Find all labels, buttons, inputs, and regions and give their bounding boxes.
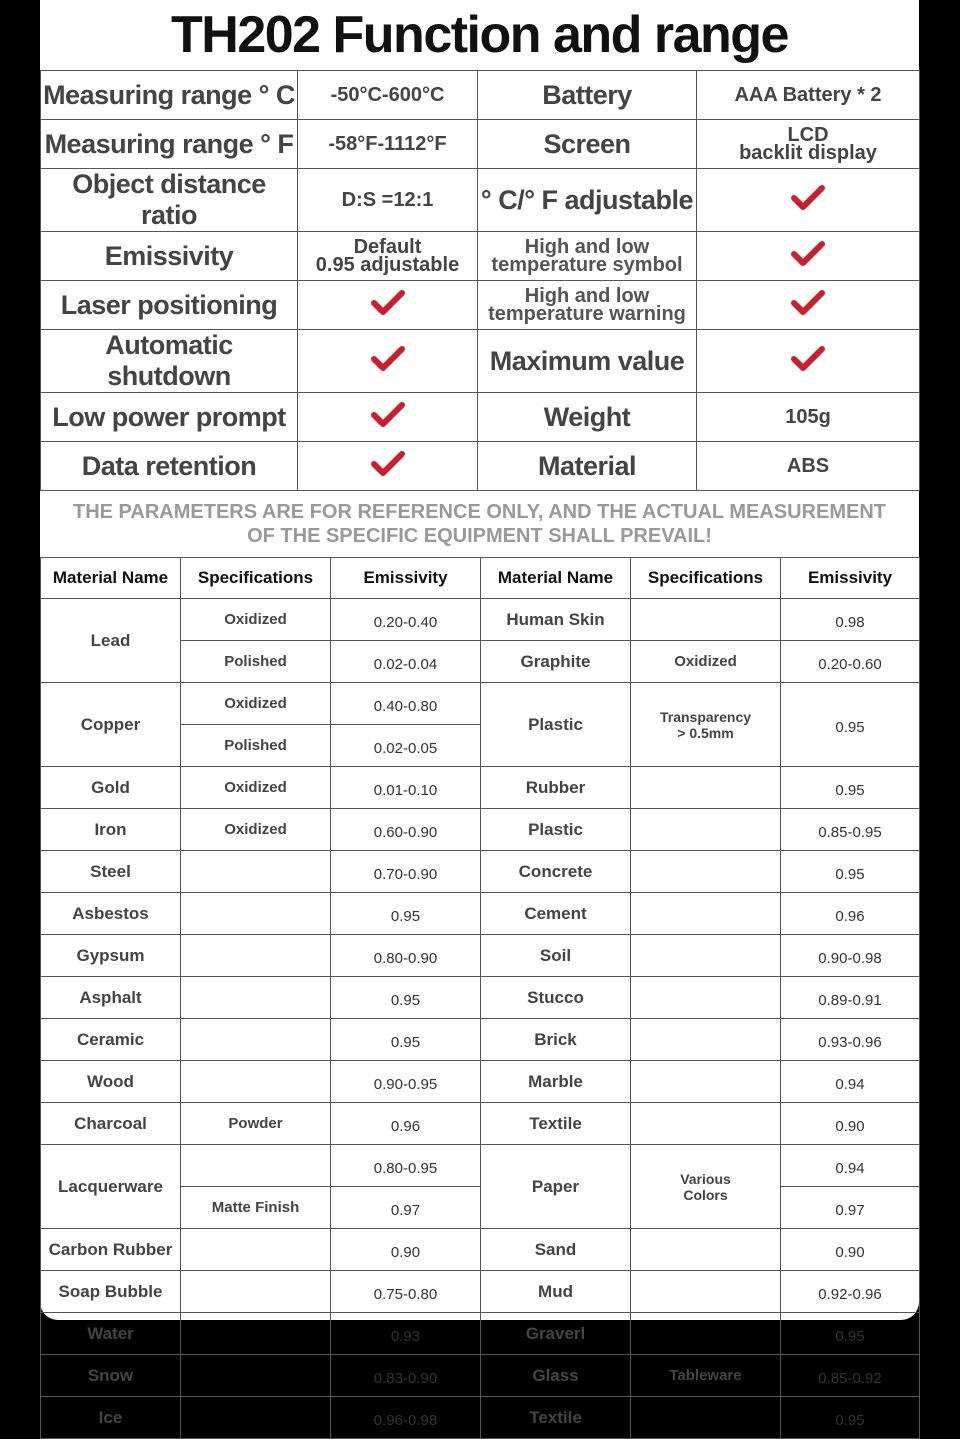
feature-label: Screen [478, 120, 697, 169]
feature-value: -50°C-600°C [298, 71, 478, 120]
material-name: Textile [481, 1397, 631, 1439]
specification [631, 1271, 781, 1313]
specification: Matte Finish [181, 1187, 331, 1229]
feature-label: Automatic shutdown [41, 330, 298, 393]
table-row [41, 1271, 920, 1313]
emissivity-value: 0.94 [781, 1145, 920, 1187]
check-icon [791, 185, 825, 211]
specification [631, 599, 781, 641]
feature-value: ABS [697, 442, 920, 491]
spec-row [41, 393, 920, 442]
spec-row [41, 71, 920, 120]
specification [631, 1103, 781, 1145]
material-name: Ice [41, 1397, 181, 1439]
disclaimer-note: THE PARAMETERS ARE FOR REFERENCE ONLY, AND THE ACTUAL MEASUREMENT OF THE SPECIFIC EQUIPMENT SHALL PREVAIL! [72, 501, 886, 547]
feature-value: -58°F-1112°F [298, 120, 478, 169]
spec-row [41, 442, 920, 491]
specification [631, 1019, 781, 1061]
material-name: Plastic [481, 809, 631, 851]
emissivity-value: 0.40-0.80 [331, 683, 481, 725]
table-row [41, 599, 920, 641]
emissivity-value: 0.85-0.92 [781, 1355, 920, 1397]
specification [631, 1145, 781, 1229]
table-row [41, 977, 920, 1019]
emissivity-value: 0.70-0.90 [331, 851, 481, 893]
table-row [41, 1103, 920, 1145]
material-name: Iron [41, 809, 181, 851]
specification: Tableware [631, 1355, 781, 1397]
header-emissivity-2: Emissivity [781, 558, 920, 599]
check-icon [371, 451, 405, 477]
specification [631, 851, 781, 893]
feature-value [697, 120, 920, 169]
specification [181, 851, 331, 893]
emissivity-value: 0.90 [331, 1229, 481, 1271]
feature-label: Object distance ratio [41, 169, 298, 232]
emissivity-value: 0.95 [781, 1397, 920, 1439]
feature-check-cell [697, 281, 920, 330]
material-name: Textile [481, 1103, 631, 1145]
feature-label: Measuring range ° F [41, 120, 298, 169]
feature-check-cell [298, 442, 478, 491]
emissivity-value: 0.20-0.60 [781, 641, 920, 683]
specification: Oxidized [631, 641, 781, 683]
emissivity-value: 0.90-0.95 [331, 1061, 481, 1103]
emissivity-value: 0.90 [781, 1229, 920, 1271]
emissivity-value: 0.93-0.96 [781, 1019, 920, 1061]
emissivity-value: 0.95 [781, 1313, 920, 1355]
material-name: Glass [481, 1355, 631, 1397]
emissivity-value: 0.75-0.80 [331, 1271, 481, 1313]
specification [181, 977, 331, 1019]
feature-label: Weight [478, 393, 697, 442]
specification: Oxidized [181, 767, 331, 809]
material-name: Steel [41, 851, 181, 893]
header-emissivity: Emissivity [331, 558, 481, 599]
table-row [41, 767, 920, 809]
cell-line: LCD [787, 124, 829, 146]
cell-line: 0.95 adjustable [315, 254, 460, 276]
spec-row [41, 120, 920, 169]
emissivity-value: 0.95 [781, 851, 920, 893]
spec-line: Colors [683, 1186, 728, 1203]
feature-label: Low power prompt [41, 393, 298, 442]
table-row [41, 1061, 920, 1103]
spec-line: Various [680, 1170, 731, 1187]
specification: Powder [181, 1103, 331, 1145]
emissivity-table [40, 557, 920, 1439]
emissivity-value: 0.95 [781, 683, 920, 767]
feature-label: Material [478, 442, 697, 491]
emissivity-header-row [41, 558, 920, 599]
cell-line: backlit display [739, 142, 877, 164]
material-name: Ceramic [41, 1019, 181, 1061]
emissivity-value: 0.93 [331, 1313, 481, 1355]
emissivity-value: 0.80-0.90 [331, 935, 481, 977]
specification: Oxidized [181, 809, 331, 851]
table-row [41, 893, 920, 935]
emissivity-value: 0.95 [781, 767, 920, 809]
table-row [41, 935, 920, 977]
feature-check-cell [697, 169, 920, 232]
feature-check-cell [298, 393, 478, 442]
feature-check-cell [697, 232, 920, 281]
specification: Polished [181, 641, 331, 683]
feature-label [478, 281, 697, 330]
specification [631, 977, 781, 1019]
emissivity-value: 0.89-0.91 [781, 977, 920, 1019]
table-row [41, 1019, 920, 1061]
material-name: Concrete [481, 851, 631, 893]
check-icon [791, 241, 825, 267]
cell-line: High and low [524, 236, 650, 258]
function-range-table [40, 70, 920, 491]
check-icon [791, 290, 825, 316]
check-icon [371, 346, 405, 372]
specification: Oxidized [181, 683, 331, 725]
material-name: Brick [481, 1019, 631, 1061]
page-title: TH202 Function and range [171, 6, 788, 64]
feature-value: 105g [697, 393, 920, 442]
emissivity-value: 0.98 [781, 599, 920, 641]
material-name: Snow [41, 1355, 181, 1397]
emissivity-value: 0.95 [331, 1019, 481, 1061]
table-row [41, 1397, 920, 1439]
material-name: Lead [41, 599, 181, 683]
cell-line: Default [353, 236, 422, 258]
material-name: Wood [41, 1061, 181, 1103]
spec-line: > 0.5mm [677, 724, 734, 741]
emissivity-value: 0.96 [331, 1103, 481, 1145]
spec-row [41, 281, 920, 330]
emissivity-value: 0.96 [781, 893, 920, 935]
cell-line: temperature warning [488, 303, 686, 325]
material-name: Soil [481, 935, 631, 977]
emissivity-value: 0.01-0.10 [331, 767, 481, 809]
material-name: Water [41, 1313, 181, 1355]
spec-line: Transparency [659, 708, 752, 725]
header-specifications: Specifications [181, 558, 331, 599]
specification [631, 1397, 781, 1439]
spec-row [41, 169, 920, 232]
material-name: Plastic [481, 683, 631, 767]
specification [631, 1229, 781, 1271]
emissivity-value: 0.20-0.40 [331, 599, 481, 641]
specification [181, 1061, 331, 1103]
specification [631, 809, 781, 851]
material-name: Asphalt [41, 977, 181, 1019]
emissivity-value: 0.95 [331, 893, 481, 935]
material-name: Marble [481, 1061, 631, 1103]
specification [631, 1313, 781, 1355]
feature-label: ° C/° F adjustable [478, 169, 697, 232]
material-name: Mud [481, 1271, 631, 1313]
specification [631, 1061, 781, 1103]
check-icon [371, 402, 405, 428]
feature-label [478, 232, 697, 281]
spec-row [41, 232, 920, 281]
material-name: Lacquerware [41, 1145, 181, 1229]
emissivity-value: 0.92-0.96 [781, 1271, 920, 1313]
feature-label: Data retention [41, 442, 298, 491]
feature-label: Laser positioning [41, 281, 298, 330]
specification [181, 1355, 331, 1397]
table-row [41, 683, 920, 725]
emissivity-value: 0.90-0.98 [781, 935, 920, 977]
material-name: Asbestos [41, 893, 181, 935]
specification [181, 893, 331, 935]
material-name: Carbon Rubber [41, 1229, 181, 1271]
emissivity-value: 0.97 [331, 1187, 481, 1229]
cell-line: High and low [524, 285, 650, 307]
material-name: Graphite [481, 641, 631, 683]
emissivity-value: 0.83-0.90 [331, 1355, 481, 1397]
material-name: Stucco [481, 977, 631, 1019]
material-name: Gold [41, 767, 181, 809]
specification [181, 1313, 331, 1355]
feature-check-cell [697, 330, 920, 393]
spec-card [40, 0, 919, 1429]
table-row [41, 1313, 920, 1355]
specification [631, 893, 781, 935]
spec-row [41, 330, 920, 393]
check-icon [371, 290, 405, 316]
feature-check-cell [298, 330, 478, 393]
material-name: Charcoal [41, 1103, 181, 1145]
emissivity-value: 0.02-0.05 [331, 725, 481, 767]
feature-value: AAA Battery * 2 [697, 71, 920, 120]
specification: Polished [181, 725, 331, 767]
specification [181, 1145, 331, 1187]
material-name: Rubber [481, 767, 631, 809]
emissivity-value: 0.90 [781, 1103, 920, 1145]
specification [181, 1271, 331, 1313]
specification: Oxidized [181, 599, 331, 641]
table-row [41, 809, 920, 851]
specification [631, 935, 781, 977]
emissivity-value: 0.02-0.04 [331, 641, 481, 683]
header-material-name-2: Material Name [481, 558, 631, 599]
material-name: Sand [481, 1229, 631, 1271]
emissivity-value: 0.96-0.98 [331, 1397, 481, 1439]
material-name: Paper [481, 1145, 631, 1229]
emissivity-value: 0.94 [781, 1061, 920, 1103]
header-material-name: Material Name [41, 558, 181, 599]
specification [181, 1229, 331, 1271]
table-row [41, 1145, 920, 1187]
material-name: Graverl [481, 1313, 631, 1355]
feature-label: Battery [478, 71, 697, 120]
emissivity-value: 0.95 [331, 977, 481, 1019]
feature-check-cell [298, 281, 478, 330]
table-row [41, 1355, 920, 1397]
specification [181, 935, 331, 977]
feature-value: D:S =12:1 [298, 169, 478, 232]
feature-label: Emissivity [41, 232, 298, 281]
emissivity-value: 0.60-0.90 [331, 809, 481, 851]
material-name: Cement [481, 893, 631, 935]
specification [181, 1019, 331, 1061]
feature-label: Measuring range ° C [41, 71, 298, 120]
emissivity-value: 0.97 [781, 1187, 920, 1229]
feature-value [298, 232, 478, 281]
specification [181, 1397, 331, 1439]
cell-line: temperature symbol [491, 254, 683, 276]
header-specifications-2: Specifications [631, 558, 781, 599]
specification [631, 767, 781, 809]
check-icon [791, 346, 825, 372]
material-name: Soap Bubble [41, 1271, 181, 1313]
material-name: Gypsum [41, 935, 181, 977]
feature-label: Maximum value [478, 330, 697, 393]
table-row [41, 851, 920, 893]
specification [631, 683, 781, 767]
material-name: Human Skin [481, 599, 631, 641]
table-row [41, 1229, 920, 1271]
material-name: Copper [41, 683, 181, 767]
emissivity-value: 0.85-0.95 [781, 809, 920, 851]
emissivity-value: 0.80-0.95 [331, 1145, 481, 1187]
